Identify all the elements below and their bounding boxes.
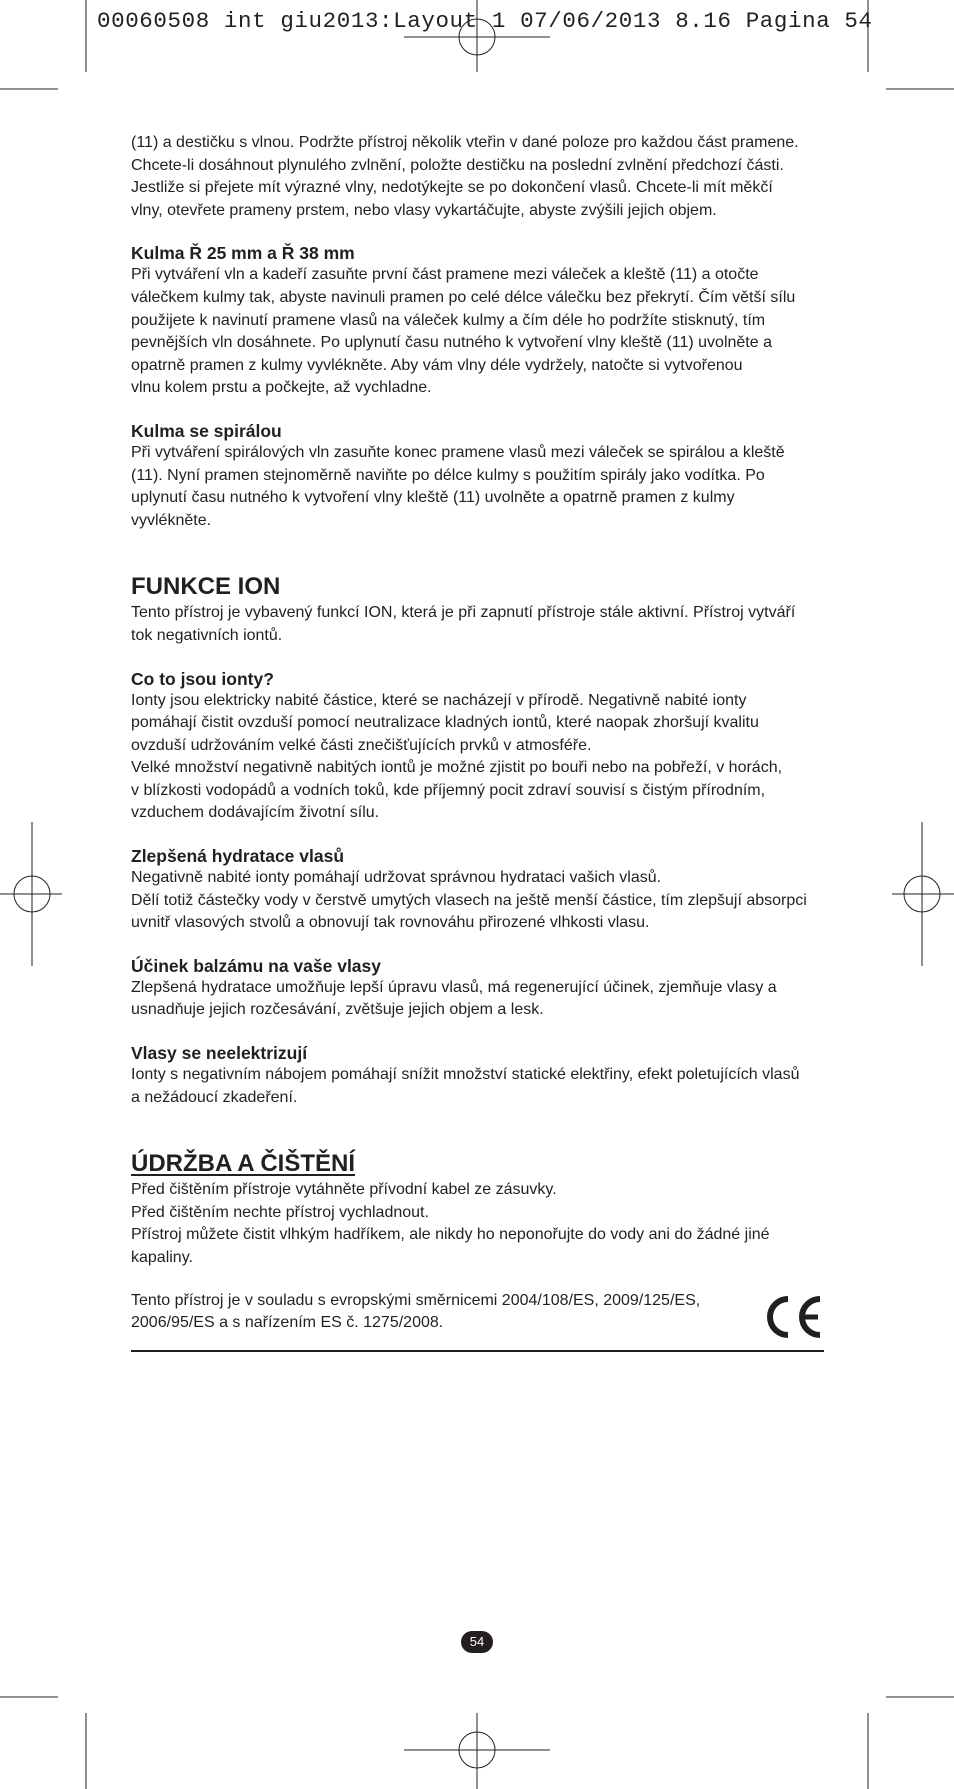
text-line: usnadňuje jejich rozčesávání, zvětšuje jejich objem a lesk. xyxy=(131,1001,544,1019)
page-content xyxy=(131,132,824,1352)
text-line: ovzduší udržováním velké části znečišťujících prvků v atmosféře. xyxy=(131,736,592,754)
text-line: Negativně nabité ionty pomáhají udržovat správnou hydrataci vašich vlasů. xyxy=(131,869,662,887)
compliance-row xyxy=(131,1290,824,1340)
text-line: pevnějších vln dosáhnete. Po uplynutí času nutného k vytvoření vlny kleště (11) uvolněte a xyxy=(131,334,772,352)
spiral-paragraph xyxy=(131,442,824,532)
text-line: Zlepšená hydratace umožňuje lepší úpravu vlasů, má regenerující účinek, zjemňuje vlasy a xyxy=(131,978,777,996)
spiral-heading: Kulma se spirálou xyxy=(131,420,282,441)
text-line: válečkem kulmy tak, abyste navinuli pramen po celé délce válečku bez překrytí. Čím větší sílu xyxy=(131,288,796,306)
balzam-heading: Účinek balzámu na vaše vlasy xyxy=(131,955,381,976)
text-line: opatrně pramen z kulmy vyvlékněte. Aby vám vlny déle vydržely, natočte si vytvořenou xyxy=(131,356,743,374)
hydratace-paragraph xyxy=(131,867,824,935)
text-line: vlnu kolem prstu a počkejte, až vychladne. xyxy=(131,379,432,397)
kulma-paragraph xyxy=(131,264,824,400)
text-line: Při vytváření vln a kadeří zasuňte první část pramene mezi váleček a kleště (11) a otočte xyxy=(131,266,759,284)
text-line: Ionty jsou elektricky nabité částice, které se nacházejí v přírodě. Negativně nabité ionty xyxy=(131,691,747,709)
text-line: kapaliny. xyxy=(131,1249,193,1266)
text-line: uplynutí času nutného k vytvoření vlny kleště (11) uvolněte a opatrně pramen z kulmy xyxy=(131,489,735,507)
text-line: Jestliže si přejete mít výrazné vlny, nedotýkejte se po dokončení vlasů. Chcete-li mít měkčí xyxy=(131,179,773,197)
bottom-rule xyxy=(131,1350,824,1352)
hydratace-heading: Zlepšená hydratace vlasů xyxy=(131,846,345,867)
text-line: Přístroj můžete čistit vlhkým hadříkem, ale nikdy ho neponořujte do vody ani do žádné jiné xyxy=(131,1226,770,1244)
ionty-paragraph xyxy=(131,690,824,826)
text-line: 2006/95/ES a s nařízením ES č. 1275/2008. xyxy=(131,1314,444,1332)
udrzba-heading: ÚDRŽBA A ČIŠTĚNÍ xyxy=(131,1150,355,1178)
ce-mark-icon xyxy=(762,1294,824,1340)
text-line: Chcete-li dosáhnout plynulého zvlnění, položte destičku na poslední zvlnění předchozí části. xyxy=(131,156,784,174)
text-line: Tento přístroj je vybavený funkcí ION, která je při zapnutí přístroje stále aktivní. Přístroj vytváří xyxy=(131,604,796,622)
text-line: Před čištěním přístroje vytáhněte přívodní kabel ze zásuvky. xyxy=(131,1181,557,1199)
text-line: pomáhají čistit ovzduší pomocí neutralizace kladných iontů, které naopak zhoršují kvalitu xyxy=(131,714,759,732)
text-line: vyvlékněte. xyxy=(131,511,212,529)
udrzba-paragraph xyxy=(131,1179,824,1269)
neelektrizuji-paragraph xyxy=(131,1064,824,1109)
text-line: vlny, otevřete prameny prstem, nebo vlasy vykartáčujte, abyste zvýšili jejich objem. xyxy=(131,201,717,219)
compliance-paragraph xyxy=(131,1290,741,1335)
text-line: tok negativních iontů. xyxy=(131,626,283,644)
text-line: (11). Nyní pramen stejnoměrně naviňte po délce kulmy s použitím spirály jako vodítka. Po xyxy=(131,466,765,484)
print-slug: 00060508 int giu2013:Layout 1 07/06/2013 8.16 Pagina 54 xyxy=(97,8,873,34)
text-line: použijete k navinutí pramene vlasů na váleček kulmy a čím déle ho podržíte stisknutý, tím xyxy=(131,311,766,329)
text-line: Tento přístroj je v souladu s evropskými směrnicemi 2004/108/ES, 2009/125/ES, xyxy=(131,1291,701,1309)
intro-paragraph xyxy=(131,132,824,222)
balzam-paragraph xyxy=(131,977,824,1022)
text-line: v blízkosti vodopádů a vodních toků, kde příjemný pocit zdraví souvisí s čistým přírodním, xyxy=(131,781,766,799)
text-line: Před čištěním nechte přístroj vychladnout. xyxy=(131,1203,429,1221)
text-line: Velké množství negativně nabitých iontů je možné zjistit po bouři nebo na pobřeží, v horách, xyxy=(131,759,783,777)
kulma-heading: Kulma Ř 25 mm a Ř 38 mm xyxy=(131,243,355,264)
text-line: uvnitř vlasových stvolů a obnovují tak rovnováhu přirozené vlhkosti vlasu. xyxy=(131,914,650,932)
text-line: a nežádoucí zkadeření. xyxy=(131,1088,298,1106)
text-line: vzduchem dodávajícím životní sílu. xyxy=(131,804,380,822)
text-line: (11) a destičku s vlnou. Podržte přístroj několik vteřin v dané poloze pro každou část pramene. xyxy=(131,134,799,151)
text-line: Dělí totiž částečky vody v čerstvě umytých vlasech na ještě menší částice, tím zlepšují absorpci xyxy=(131,891,807,909)
page-number: 54 xyxy=(461,1631,493,1653)
text-line: Při vytváření spirálových vln zasuňte konec pramene vlasů mezi váleček se spirálou a kleště xyxy=(131,443,785,461)
ionty-heading: Co to jsou ionty? xyxy=(131,668,274,689)
ion-heading: FUNKCE ION xyxy=(131,573,281,601)
ion-paragraph xyxy=(131,602,824,647)
neelektrizuji-heading: Vlasy se neelektrizují xyxy=(131,1043,308,1064)
text-line: Ionty s negativním nábojem pomáhají snížit množství statické elektřiny, efekt poletujících vlasů xyxy=(131,1066,800,1084)
